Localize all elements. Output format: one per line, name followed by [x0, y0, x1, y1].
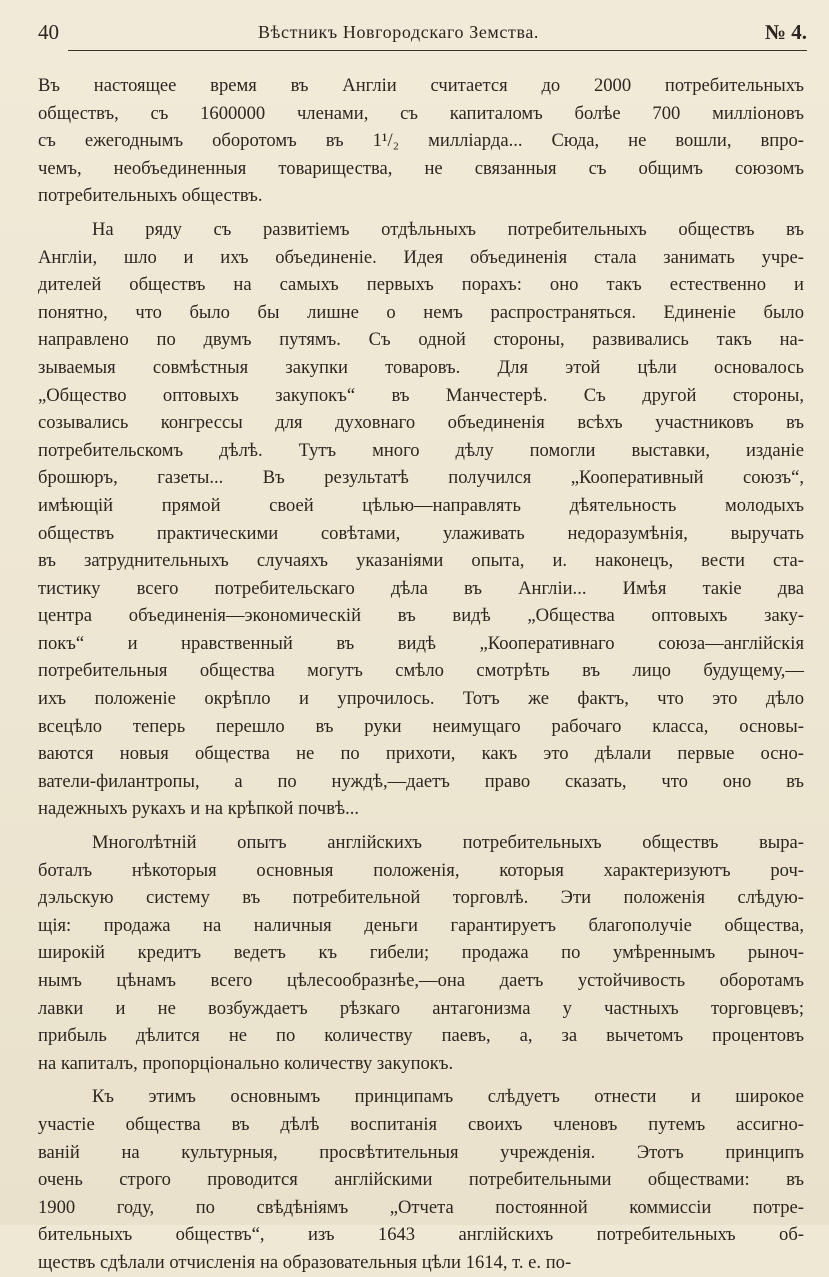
paragraph — [38, 72, 804, 210]
text-line: зываемыя совмѣстныя закупки товаровъ. Для этой цѣли основалось — [38, 356, 804, 378]
text-line: Англіи, шло и ихъ объединеніе. Идея объединенія стала занимать учре- — [38, 246, 804, 268]
text-line: потребительныя общества могутъ смѣло смотрѣть въ лицо будущему,— — [38, 660, 804, 682]
text-line: брошюръ, газеты... Въ результатѣ получился „Кооперативный союзъ“, — [38, 467, 804, 489]
paragraph — [38, 216, 804, 823]
article-body — [38, 72, 804, 1277]
text-line: боталъ нѣкоторыя основныя положенія, которыя характеризуютъ роч- — [38, 859, 804, 881]
text-line: ихъ положеніе окрѣпло и упрочилось. Тотъ же фактъ, что это дѣло — [38, 688, 804, 710]
text-line: ществъ сдѣлали отчисленія на образовательныя цѣли 1614, т. е. по- — [38, 1251, 572, 1273]
text-line: широкій кредитъ ведетъ къ гибели; продажа по умѣреннымъ рыноч- — [38, 942, 804, 964]
text-line: надежныхъ рукахъ и на крѣпкой почвѣ... — [38, 798, 360, 820]
text-line: 1900 году, по свѣдѣніямъ „Отчета постоянной коммиссіи потре- — [38, 1196, 804, 1218]
page-header — [38, 18, 807, 52]
text-line: центра объединенія—экономическій въ видѣ „Общества оптовыхъ заку- — [38, 605, 804, 627]
text-line: понятно, что было бы лишне о немъ распространяться. Единеніе было — [38, 301, 804, 323]
text-line: очень строго проводится англійскими потребительными обществами: въ — [38, 1169, 804, 1191]
text-line: потребительныхъ обществъ. — [38, 185, 263, 207]
paragraph — [38, 1083, 804, 1276]
text-line: на капиталъ, пропорціонально количеству закупокъ. — [38, 1052, 454, 1074]
text-line: лавки и не возбуждаетъ рѣзкаго антагонизма у частныхъ торговцевъ; — [38, 997, 804, 1019]
text-line: ваются новыя общества не по прихоти, какъ это дѣлали первые осно- — [38, 743, 804, 765]
text-line: тистику всего потребительскаго дѣла въ Англіи... Имѣя такіе два — [38, 577, 804, 599]
text-line: покъ“ и нравственный въ видѣ „Кооперативнаго союза—англійскія — [38, 632, 804, 654]
text-line: направлено по двумъ путямъ. Съ одной стороны, развивались такъ на- — [38, 329, 804, 351]
text-line: обществъ практическими совѣтами, улаживать недоразумѣнія, выручать — [38, 522, 804, 544]
text-line: потребительскомъ дѣлѣ. Тутъ много дѣлу помогли выставки, изданіе — [38, 439, 804, 461]
text-line: Многолѣтній опытъ англійскихъ потребительныхъ обществъ выра- — [92, 832, 804, 854]
text-line: участіе общества въ дѣлѣ воспитанія своихъ членовъ путемъ ассигно- — [38, 1113, 804, 1135]
text-line: созывались конгрессы для духовнаго объединенія всѣхъ участниковъ въ — [38, 412, 804, 434]
text-line: ваній на культурныя, просвѣтительныя учрежденія. Этотъ принципъ — [38, 1141, 804, 1163]
text-line: „Общество оптовыхъ закупокъ“ въ Манчестерѣ. Съ другой стороны, — [38, 384, 804, 406]
text-line: бительныхъ обществъ“, изъ 1643 англійскихъ потребительныхъ об- — [38, 1224, 804, 1246]
page-number: 40 — [38, 20, 59, 44]
text-line: щія: продажа на наличныя деньги гарантируетъ благополучіе общества, — [38, 914, 804, 936]
running-title: Вѣстникъ Новгородскаго Земства. — [258, 22, 540, 42]
text-line: чемъ, необъединенныя товарищества, не связанныя съ общимъ союзомъ — [38, 157, 804, 179]
text-line: всецѣло теперь перешло въ руки неимущаго рабочаго класса, основы- — [38, 715, 804, 737]
text-line: На ряду съ развитіемъ отдѣльныхъ потребительныхъ обществъ въ — [92, 218, 804, 240]
paragraph — [38, 829, 804, 1077]
text-line: Въ настоящее время въ Англіи считается до 2000 потребительныхъ — [38, 75, 804, 96]
issue-number: № 4. — [764, 20, 807, 44]
text-line: имѣющій прямой своей цѣлью—направлять дѣятельность молодыхъ — [38, 494, 804, 516]
text-line: съ ежегоднымъ оборотомъ въ 1¹/₂ милліарда... Сюда, не вошли, впро- — [38, 130, 804, 152]
text-line: прибыль дѣлится не по количеству паевъ, а, за вычетомъ процентовъ — [38, 1025, 804, 1047]
text-line: обществъ, съ 1600000 членами, съ капиталомъ болѣе 700 милліоновъ — [38, 102, 804, 124]
text-line: дэльскую систему въ потребительной торговлѣ. Эти положенія слѣдую- — [38, 887, 804, 909]
header-rule — [68, 50, 807, 51]
text-line: ватели-филантропы, а по нуждѣ,—даетъ право сказать, что оно въ — [38, 770, 804, 792]
text-line: дителей обществъ на самыхъ первыхъ порахъ: оно такъ естественно и — [38, 274, 804, 296]
text-line: въ затруднительныхъ случаяхъ указаніями опыта, и. наконецъ, вести ста- — [38, 550, 804, 572]
text-line: нымъ цѣнамъ всего цѣлесообразнѣе,—она даетъ устойчивость оборотамъ — [38, 970, 804, 991]
text-line: Къ этимъ основнымъ принципамъ слѣдуетъ отнести и широкое — [92, 1086, 804, 1108]
